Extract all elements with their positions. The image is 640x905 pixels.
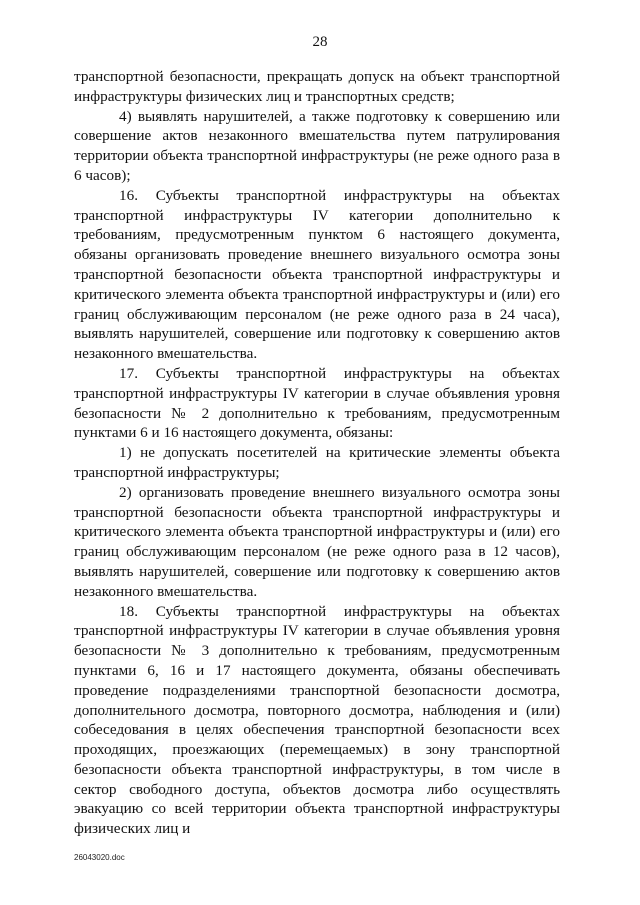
paragraph-16: 16. Субъекты транспортной инфраструктуры на объектах транспортной инфраструктуры IV категории дополнительно к требованиям, предусмотренным пунктом 6 настоящего документа, обязаны организовать проведение внешнего визуального осмотра зоны транспортной безопасности объекта транспортной инфраструктуры и критического элемента объекта транспортной инфраструктуры и (или) его границ обслуживающим персоналом (не реже одного раза в 24 часа), выявлять нарушителей, совершение или подготовку к совершению актов незаконного вмешательства. [74,186,560,363]
paragraph-continuation: транспортной безопасности, прекращать допуск на объект транспортной инфраструктуры физических лиц и транспортных средств; [74,68,560,105]
paragraph-17-item-2: 2) организовать проведение внешнего визуального осмотра зоны транспортной безопасности объекта транспортной инфраструктуры и критического элемента объекта транспортной инфраструктуры и (или) его границ обслуживающим персоналом (не реже одного раза в 12 часов), выявлять нарушителей, совершение или подготовку к совершению актов незаконного вмешательства. [74,483,560,600]
page-number: 28 [312,34,328,50]
file-name-footer: 26043020.doc [74,853,125,862]
document-body [74,67,560,839]
paragraph-item-4: 4) выявлять нарушителей, а также подготовку к совершению или совершение актов незаконного вмешательства путем патрулирования территории объекта транспортной инфраструктуры (не реже одного раза в 6 часов); [74,107,560,184]
paragraph-17-item-1: 1) не допускать посетителей на критические элементы объекта транспортной инфраструктуры; [74,444,560,481]
paragraph-17: 17. Субъекты транспортной инфраструктуры на объектах транспортной инфраструктуры IV категории в случае объявления уровня безопасности № 2 дополнительно к требованиям, предусмотренным пунктами 6 и 16 настоящего документа, обязаны: [74,364,560,442]
paragraph-18: 18. Субъекты транспортной инфраструктуры на объектах транспортной инфраструктуры IV категории в случае объявления уровня безопасности № 3 дополнительно к требованиям, предусмотренным пунктами 6, 16 и 17 настоящего документа, обязаны обеспечивать проведение подразделениями транспортной безопасности досмотра, дополнительного досмотра, повторного досмотра, наблюдения и (или) собеседования в целях обеспечения транспортной безопасности всех проходящих, проезжающих (перемещаемых) в зону транспортной безопасности объекта транспортной инфраструктуры, в том числе в сектор свободного доступа, объектов досмотра либо осуществлять эвакуацию со всей территории объекта транспортной инфраструктуры физических лиц и [74,602,560,838]
